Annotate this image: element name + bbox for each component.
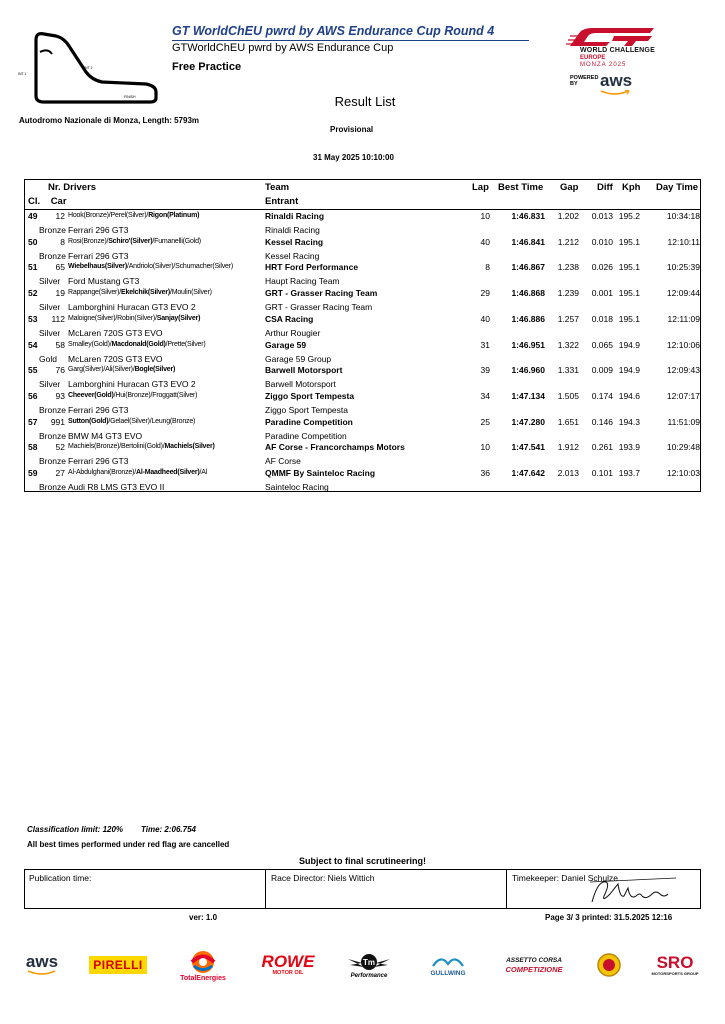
row-class: Bronze [39, 225, 66, 235]
row-lead-driver: Schiro'(Silver) [108, 237, 153, 245]
row-class: Bronze [39, 482, 66, 492]
row-best-time: 1:46.960 [511, 365, 545, 376]
row-car: Ferrari 296 GT3 [68, 225, 129, 235]
row-gap: 1.505 [557, 390, 579, 401]
row-lead-driver: Sutton(Gold) [68, 417, 109, 425]
sponsor-rowe-text: ROWE [261, 952, 315, 971]
row-class: Silver [39, 276, 61, 287]
row-team: Barwell Motorsport [265, 365, 343, 376]
sponsor-rowe-logo [258, 945, 318, 985]
row-gap: 1.212 [557, 236, 579, 247]
row-car: Lamborghini Huracan GT3 EVO 2 [68, 302, 196, 313]
row-driver-names: Smalley(Gold)/ [68, 340, 112, 348]
row-day-time: 12:09:43 [666, 365, 700, 376]
row-class: Silver [39, 327, 61, 338]
document-title: Result List [334, 94, 396, 109]
sponsor-assetto-corsa-logo [499, 945, 569, 985]
row-car: Audi R8 LMS GT3 EVO II [68, 482, 165, 492]
row-position: 51 [28, 262, 38, 273]
row-team: QMMF By Sainteloc Racing [265, 468, 376, 478]
col-header-day-time: Day Time [656, 182, 699, 193]
gullwing-icon [431, 954, 465, 970]
logo-line1: WORLD CHALLENGE [580, 47, 655, 54]
session-datetime: 31 May 2025 10:10:00 [313, 153, 394, 162]
table-row [25, 236, 700, 262]
row-diff: 0.009 [591, 365, 613, 376]
row-diff: 0.101 [591, 468, 613, 478]
row-kph: 193.9 [618, 442, 640, 453]
map-label-int1: INT 1 [18, 72, 27, 76]
title-divider [172, 40, 529, 41]
row-diff: 0.010 [591, 236, 613, 247]
sponsor-ac-text: ASSETTO CORSA [506, 956, 562, 964]
row-laps: 34 [480, 390, 490, 401]
row-diff: 0.174 [591, 390, 613, 401]
aws-header-text: aws [600, 71, 633, 90]
table-row [25, 467, 700, 493]
row-driver-names: Maloigne(Silver)/Robin(Silver)/ [68, 314, 157, 322]
row-position: 56 [28, 390, 38, 401]
row-position: 59 [28, 468, 38, 478]
tm-wings-icon [346, 951, 392, 973]
row-drivers [68, 212, 199, 219]
row-class: Gold [39, 353, 57, 364]
sponsor-sro-sub: MOTORSPORTS GROUP [651, 970, 699, 976]
row-day-time: 12:07:17 [666, 390, 700, 401]
powered-by-label: POWERED BY [570, 75, 599, 87]
row-kph: 195.1 [618, 236, 640, 247]
row-kph: 194.6 [618, 390, 640, 401]
row-lead-driver: Macdonald(Gold) [111, 340, 166, 348]
row-gap: 1.651 [557, 416, 579, 427]
row-gap: 2.013 [557, 468, 579, 478]
row-lead-driver: Wiebelhaus(Silver) [68, 263, 127, 271]
row-entrant: GRT - Grasser Racing Team [265, 302, 373, 313]
row-kph: 194.9 [618, 339, 640, 350]
sponsor-tm-text: Tm [363, 958, 375, 967]
row-car: Ford Mustang GT3 [68, 276, 140, 287]
row-drivers [68, 443, 215, 450]
row-driver-names: /Al [199, 469, 208, 476]
series-name: GTWorldChEU pwrd by AWS Endurance Cup [172, 42, 394, 54]
row-position: 58 [28, 442, 38, 453]
col-header-nr-drivers: Nr. Drivers [48, 182, 97, 193]
col-header-gap: Gap [560, 182, 579, 193]
row-car-number: 12 [55, 211, 65, 221]
row-position: 55 [28, 365, 38, 376]
circuit-info: Autodromo Nazionale di Monza, Length: 5793m [19, 116, 200, 125]
sponsor-gullwing-text: GULLWING [430, 969, 466, 977]
row-team: Rinaldi Racing [265, 211, 325, 221]
row-driver-names: Machiels(Bronze)/Bertolini(Gold)/ [68, 443, 165, 451]
map-label-int2: INT 2 [84, 66, 93, 70]
row-entrant: Paradine Competition [265, 430, 347, 441]
row-entrant: AF Corse [265, 456, 301, 467]
row-kph: 194.9 [618, 365, 640, 376]
row-drivers [68, 418, 195, 425]
row-position: 50 [28, 236, 38, 247]
col-header-kph: Kph [622, 182, 641, 193]
row-car-number: 65 [55, 262, 65, 273]
row-lead-driver: Bogle(Silver) [134, 366, 176, 374]
row-car-number: 112 [51, 313, 65, 324]
row-diff: 0.065 [591, 339, 613, 350]
row-best-time: 1:46.951 [511, 339, 545, 350]
sponsor-totalenergies-logo [176, 945, 230, 985]
row-entrant: Ziggo Sport Tempesta [265, 404, 348, 415]
table-row [25, 339, 700, 365]
sponsor-pirelli-text: PIRELLI [89, 956, 147, 974]
event-title: GT WorldChEU pwrd by AWS Endurance Cup Round 4 [172, 24, 495, 38]
row-car: McLaren 720S GT3 EVO [68, 327, 163, 338]
row-class: Bronze [39, 404, 66, 415]
signature-divider [265, 869, 266, 909]
row-entrant: Haupt Racing Team [265, 276, 340, 287]
row-best-time: 1:46.841 [511, 236, 545, 247]
row-position: 53 [28, 313, 38, 324]
col-header-team: Team [265, 182, 290, 193]
row-diff: 0.146 [591, 416, 613, 427]
status-label: Provisional [330, 125, 374, 134]
row-best-time: 1:46.867 [511, 262, 545, 273]
row-team: HRT Ford Performance [265, 262, 359, 273]
col-header-entrant: Entrant [265, 196, 299, 207]
sponsor-aws-logo [20, 945, 64, 985]
signature-divider [506, 869, 507, 909]
row-diff: 0.001 [591, 288, 613, 299]
row-drivers [68, 366, 175, 373]
row-drivers [68, 289, 212, 296]
row-driver-names: Garg(Silver)/Ali(Silver)/ [68, 366, 135, 374]
row-best-time: 1:46.831 [511, 211, 545, 221]
row-entrant: Sainteloc Racing [265, 482, 329, 492]
row-team: AF Corse - Francorchamps Motors [265, 442, 405, 453]
row-laps: 36 [480, 468, 490, 478]
sponsor-sro-logo [648, 945, 702, 985]
sponsor-ac-sub: COMPETIZIONE [505, 964, 563, 974]
row-position: 49 [28, 211, 38, 221]
row-team: Ziggo Sport Tempesta [265, 390, 355, 401]
timekeeper-label: Timekeeper: Daniel Schulze [512, 873, 618, 883]
aws-smile-icon [27, 970, 57, 976]
row-lead-driver: Cheever(Gold) [68, 391, 114, 399]
row-drivers [68, 392, 197, 399]
row-kph: 195.2 [618, 211, 640, 221]
table-row [25, 261, 700, 287]
row-car: BMW M4 GT3 EVO [68, 430, 143, 441]
row-kph: 193.7 [618, 468, 640, 478]
sponsor-tm-sub: Performance [350, 973, 388, 979]
row-driver-names: /Gelael(Silver)/Leung(Bronze) [108, 417, 196, 425]
row-day-time: 10:34:18 [666, 211, 700, 221]
row-lead-driver: Sanjay(Silver) [156, 314, 201, 322]
row-lead-driver: Ekelchik(Silver) [121, 289, 170, 297]
page-info: Page 3/ 3 printed: 31.5.2025 12:16 [545, 913, 673, 922]
row-best-time: 1:47.134 [511, 390, 545, 401]
row-laps: 8 [485, 262, 490, 273]
row-car-number: 8 [60, 236, 65, 247]
table-row [25, 416, 700, 442]
table-row [25, 364, 700, 390]
table-row [25, 313, 700, 339]
row-car: Ferrari 296 GT3 [68, 404, 129, 415]
row-day-time: 10:29:48 [666, 442, 700, 453]
row-class: Bronze [39, 250, 66, 261]
row-entrant: Barwell Motorsport [265, 379, 336, 390]
row-lead-driver: Al-Maadheed(Silver) [135, 469, 200, 476]
row-car: Ferrari 296 GT3 [68, 250, 129, 261]
sponsor-rowe-sub: MOTOR OIL [272, 970, 304, 976]
row-driver-names: /Prette(Silver) [165, 340, 206, 348]
row-laps: 10 [480, 211, 490, 221]
map-label-finish: FINISH [124, 95, 136, 99]
version-label: ver: 1.0 [189, 913, 218, 922]
row-position: 54 [28, 339, 38, 350]
row-gap: 1.202 [557, 211, 579, 221]
row-car: Lamborghini Huracan GT3 EVO 2 [68, 379, 196, 390]
row-team: GRT - Grasser Racing Team [265, 288, 378, 299]
row-laps: 31 [480, 339, 490, 350]
row-driver-names: /Andriolo(Silver)/Schumacher(Silver) [126, 263, 233, 271]
row-driver-names: /Moulin(Silver) [169, 289, 212, 297]
row-team: CSA Racing [265, 313, 314, 324]
row-driver-names: Rappange(Silver)/ [68, 289, 122, 297]
row-car-number: 52 [55, 442, 65, 453]
row-kph: 195.1 [618, 262, 640, 273]
aws-header-logo [600, 71, 632, 91]
row-laps: 39 [480, 365, 490, 376]
row-diff: 0.013 [591, 211, 613, 221]
row-driver-names: /Fumanelli(Gold) [152, 237, 201, 245]
row-drivers [68, 341, 205, 348]
row-team: Garage 59 [265, 339, 307, 350]
row-best-time: 1:47.642 [511, 468, 545, 478]
logo-line2: EUROPE [580, 55, 606, 61]
sponsor-sro-text: SRO [656, 952, 694, 972]
row-diff: 0.018 [591, 313, 613, 324]
classification-limit: Classification limit: 120% [27, 825, 124, 834]
row-day-time: 12:10:03 [666, 468, 700, 478]
classification-time: Time: 2:06.754 [141, 825, 196, 834]
col-header-diff: Diff [597, 182, 613, 193]
row-gap: 1.322 [557, 339, 579, 350]
row-laps: 29 [480, 288, 490, 299]
sponsor-totalenergies-text: TotalEnergies [180, 974, 226, 982]
row-gap: 1.257 [557, 313, 579, 324]
row-gap: 1.239 [557, 288, 579, 299]
row-gap: 1.238 [557, 262, 579, 273]
race-director-label: Race Director: Niels Wittich [271, 873, 375, 883]
scrutineering-note: Subject to final scrutineering! [298, 856, 426, 866]
row-drivers [68, 263, 233, 270]
row-laps: 10 [480, 442, 490, 453]
row-day-time: 10:25:39 [666, 262, 700, 273]
row-driver-names: Hook(Bronze)/Perel(Silver)/ [68, 212, 149, 219]
row-best-time: 1:46.886 [511, 313, 545, 324]
row-car: McLaren 720S GT3 EVO [68, 353, 163, 364]
row-drivers [68, 469, 207, 476]
sponsor-aws-text: aws [25, 952, 59, 971]
row-laps: 40 [480, 313, 490, 324]
row-entrant: Kessel Racing [265, 250, 320, 261]
row-car-number: 93 [55, 390, 65, 401]
row-gap: 1.912 [557, 442, 579, 453]
row-diff: 0.261 [591, 442, 613, 453]
row-car: Ferrari 296 GT3 [68, 456, 129, 467]
row-class: Silver [39, 302, 61, 313]
row-gap: 1.331 [557, 365, 579, 376]
row-day-time: 11:51:09 [667, 416, 700, 427]
row-driver-names: Rosi(Bronze)/ [68, 237, 109, 245]
row-car-number: 58 [55, 339, 65, 350]
row-day-time: 12:11:09 [667, 313, 700, 324]
row-car-number: 27 [55, 468, 65, 478]
row-diff: 0.026 [591, 262, 613, 273]
session-name: Free Practice [172, 61, 242, 73]
row-car-number: 19 [55, 288, 65, 299]
row-day-time: 12:10:06 [666, 339, 700, 350]
publication-time-label: Publication time: [29, 873, 92, 883]
row-drivers [68, 315, 200, 322]
row-entrant: Arthur Rougier [265, 327, 321, 338]
row-entrant: Rinaldi Racing [265, 225, 320, 235]
row-position: 52 [28, 288, 38, 299]
row-driver-names: /Hui(Bronze)/Froggatt(Silver) [113, 391, 198, 399]
row-lead-driver: Machiels(Silver) [164, 443, 215, 451]
col-header-best-time: Best Time [498, 182, 544, 193]
row-class: Silver [39, 379, 61, 390]
row-best-time: 1:46.868 [511, 288, 545, 299]
row-best-time: 1:47.280 [511, 416, 545, 427]
row-kph: 195.1 [618, 288, 640, 299]
table-row [25, 441, 700, 467]
logo-line3: MONZA 2025 [580, 62, 627, 68]
sponsor-aci-emblem [594, 945, 624, 985]
sponsor-pirelli-logo [89, 945, 147, 985]
timekeeper-signature [588, 876, 678, 906]
sponsor-tm-performance-logo [344, 945, 394, 985]
row-driver-names: Al-Abdulghani(Bronze)/ [68, 469, 136, 476]
row-lead-driver: Rigon(Platinum) [148, 212, 200, 219]
row-day-time: 12:10:11 [667, 236, 700, 247]
row-entrant: Garage 59 Group [265, 353, 332, 364]
col-header-class-car: Cl. Car [28, 196, 67, 207]
row-position: 57 [28, 416, 38, 427]
row-class: Bronze [39, 456, 66, 467]
red-flag-note: All best times performed under red flag are cancelled [27, 840, 230, 849]
row-car-number: 991 [50, 416, 65, 427]
row-laps: 40 [480, 236, 490, 247]
row-laps: 25 [480, 416, 490, 427]
row-best-time: 1:47.541 [511, 442, 545, 453]
row-car-number: 76 [55, 365, 65, 376]
table-row [25, 390, 700, 416]
aci-emblem-icon [596, 952, 622, 978]
row-day-time: 12:09:44 [666, 288, 700, 299]
row-class: Bronze [39, 430, 66, 441]
row-kph: 195.1 [618, 313, 640, 324]
sponsor-gullwing-logo [423, 945, 473, 985]
row-team: Kessel Racing [265, 236, 324, 247]
totalenergies-emblem-icon [186, 949, 220, 975]
col-header-lap: Lap [472, 182, 489, 193]
row-drivers [68, 238, 201, 245]
table-row [25, 287, 700, 313]
table-row [25, 210, 700, 236]
row-kph: 194.3 [618, 416, 640, 427]
row-team: Paradine Competition [265, 416, 353, 427]
